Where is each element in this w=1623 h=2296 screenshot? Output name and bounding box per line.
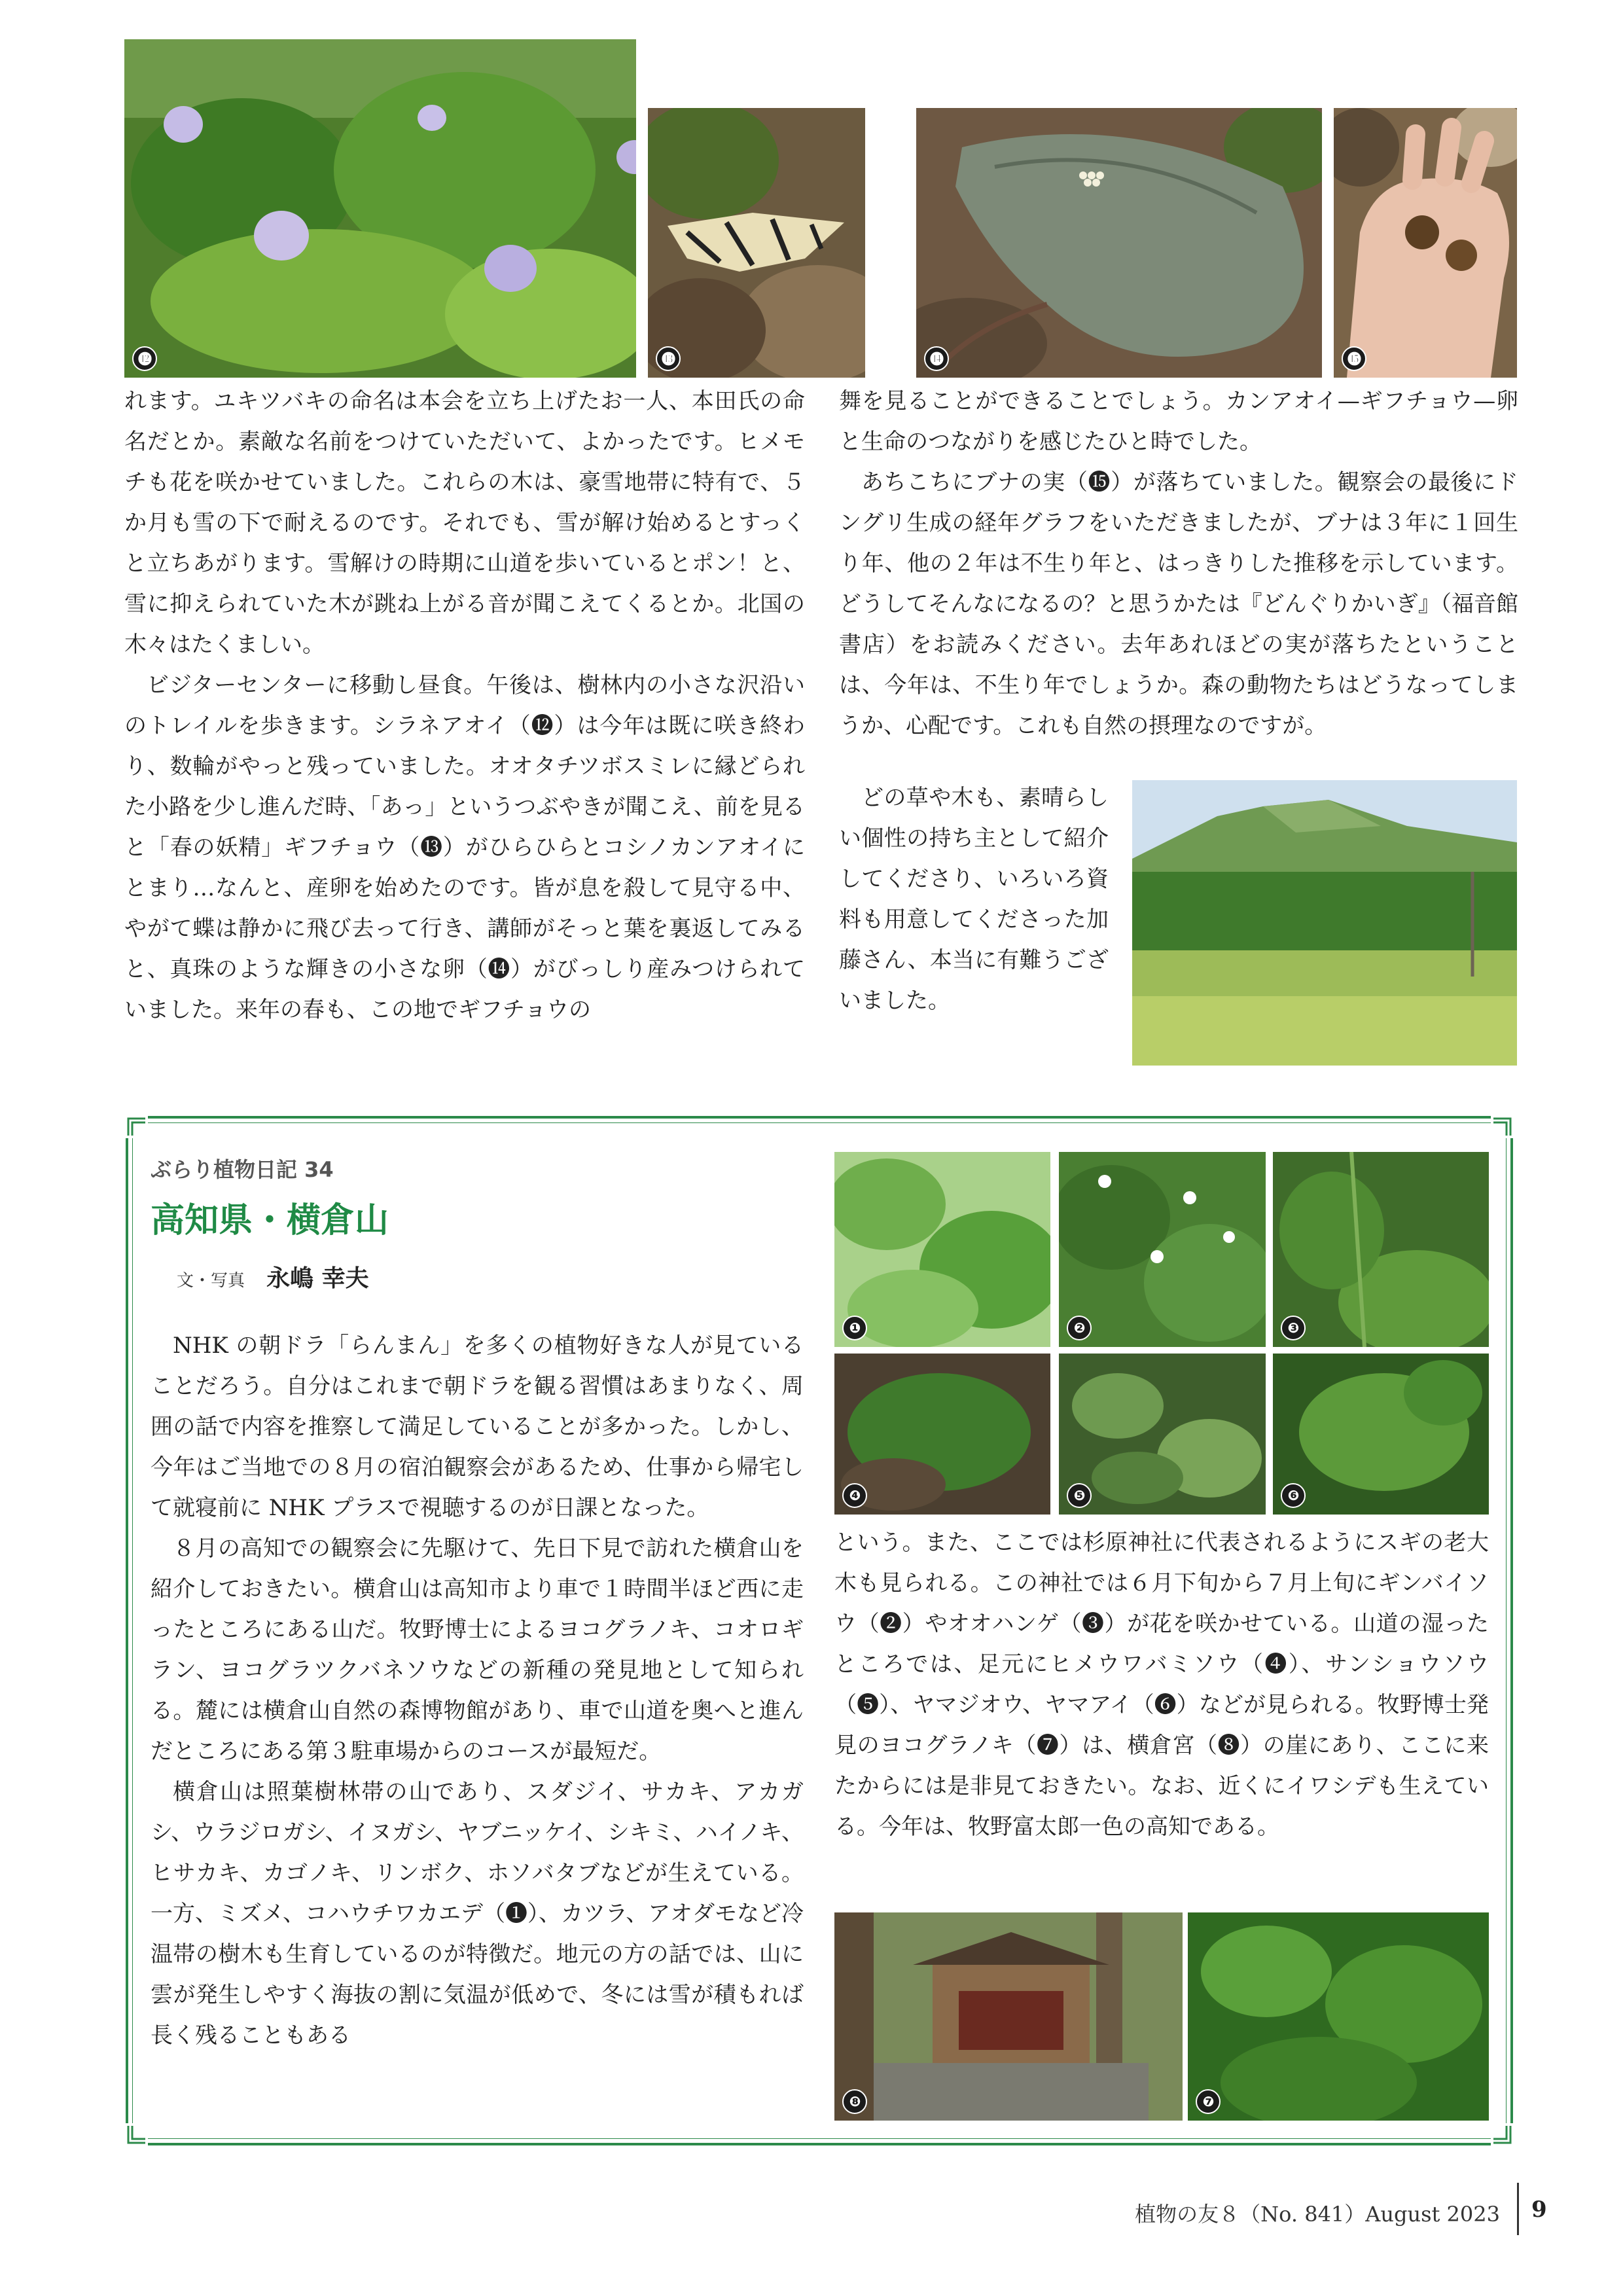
box-photo-4 <box>834 1354 1050 1515</box>
photo-kanaoi-eggs <box>916 108 1322 378</box>
paragraph: ビジターセンターに移動し昼食。午後は、樹林内の小さな沢沿いのトレイルを歩きます。シラネアオイ（⓬）は今年は既に咲き終わり、数輪がやっと残っていました。オオタチツボスミレに縁どられた小路を少し進んだ時、「あっ」というつぶやきが聞こえ、前を見ると「春の妖精」ギフチョウ（⓭）がひらひらとコシノカンアオイにとまり…なんと、産卵を始めたのです。皆が息を殺して見守る中、やがて蝶は静かに飛び去って行き、講師がそっと葉を裏返してみると、真珠のような輝きの小さな卵（⓮）がびっしり産みつけられていました。来年の春も、この地でギフチョウの <box>124 672 805 1023</box>
box-left-column <box>151 1325 804 2056</box>
article-title: 高知県・横倉山 <box>151 1201 389 1240</box>
photo-shiraneaoi <box>124 39 636 378</box>
photo-number-badge: ⓮ <box>924 346 949 371</box>
series-label: ぶらり植物日記 34 <box>151 1157 334 1182</box>
photo-mountain-meadow <box>1132 780 1517 1066</box>
paragraph: れます。ユキツバキの命名は本会を立ち上げたお一人、本田氏の命名だとか。素敵な名前をつけていただいて、よかったです。ヒメモチも花を咲かせていました。これらの木は、豪雪地帯に特有で、５か月も雪の下で耐えるのです。それでも、雪が解け始めるとすっくと立ちあがります。雪解けの時期に山道を歩いているとポン！と、雪に抑えられていた木が跳ね上がる音が聞こえてくるとか。北国の木々はたくましい。 <box>124 388 805 658</box>
box-photo-3 <box>1273 1152 1489 1347</box>
paragraph: NHK の朝ドラ「らんまん」を多くの植物好きな人が見ていることだろう。自分はこれまで朝ドラを観る習慣はあまりなく、周囲の話で内容を推察して満足していることが多かった。しかし、今年はご当地での８月の宿泊観察会があるため、仕事から帰宅して就寝前に NHK プラスで視聴するのが日課となった。 <box>151 1333 804 1521</box>
page-number: 9 <box>1531 2197 1547 2223</box>
photo-number-badge: ⓭ <box>656 346 681 371</box>
box-photo-1 <box>834 1152 1050 1347</box>
photo-number-badge: ❺ <box>1067 1483 1092 1508</box>
photo-number-badge: ⓬ <box>132 346 157 371</box>
paragraph: どの草や木も、素晴らしい個性の持ち主として紹介してくださり、いろいろ資料も用意してくださった加藤さん、本当に有難うございました。 <box>839 785 1109 1014</box>
photo-number-badge: ❶ <box>842 1316 867 1340</box>
footer-separator <box>1517 2183 1519 2235</box>
photo-number-badge: ❸ <box>1281 1316 1306 1340</box>
photo-buna-seeds <box>1334 108 1517 378</box>
box-photo-6 <box>1273 1354 1489 1515</box>
photo-number-badge: ❷ <box>1067 1316 1092 1340</box>
box-photo-2 <box>1059 1152 1266 1347</box>
credit-label: 文・写真 <box>177 1271 245 1291</box>
paragraph: 横倉山は照葉樹林帯の山であり、スダジイ、サカキ、アカガシ、ウラジロガシ、イヌガシ、ヤブニッケイ、シキミ、ハイノキ、ヒサカキ、カゴノキ、リンボク、ホソバタブなどが生えている。一方、ミズメ、コハウチワカエデ（❶）、カツラ、アオダモなど冷温帯の樹木も生育しているのが特徴だ。地元の方の話では、山に雲が発生しやすく海抜の割に気温が低めで、冬には雪が積もれば長く残ることもある <box>151 1779 804 2049</box>
frame-corner-ornament <box>126 1116 148 1138</box>
paragraph: ８月の高知での観察会に先駆けて、先日下見で訪れた横倉山を紹介しておきたい。横倉山は高知市より車で１時間半ほど西に走ったところにある山だ。牧野博士によるヨコグラノキ、コオロギラン、ヨコグラツクバネソウなどの新種の発見地として知られる。麓には横倉山自然の森博物館があり、車で山道を奥へと進んだところにある第３駐車場からのコースが最短だ。 <box>151 1535 804 1765</box>
paragraph: 舞を見ることができることでしょう。カンアオイ—ギフチョウ—卵と生命のつながりを感じたひと時でした。 <box>839 388 1518 455</box>
photo-number-badge: ❼ <box>1196 2089 1221 2114</box>
top-right-column <box>839 381 1518 746</box>
paragraph: あちこちにブナの実（⓯）が落ちていました。観察会の最後にドングリ生成の経年グラフをいただきましたが、ブナは３年に１回生り年、他の２年は不生り年と、はっきりした推移を示しています。どうしてそんなになるの？と思うかたは『どんぐりかいぎ』（福音館書店）をお読みください。去年あれほどの実が落ちたということは、今年は、不生り年でしょうか。森の動物たちはどうなってしまうか、心配です。これも自然の摂理なのですが。 <box>839 469 1518 739</box>
top-right-short-column <box>839 778 1109 1021</box>
byline <box>177 1260 369 1293</box>
frame-corner-ornament <box>1491 2123 1513 2145</box>
photo-gifuchou <box>648 108 865 378</box>
frame-corner-ornament <box>126 2123 148 2145</box>
box-photo-shrine <box>834 1912 1183 2121</box>
box-photo-yokogura <box>1188 1912 1489 2121</box>
paragraph: という。また、ここでは杉原神社に代表されるようにスギの老大木も見られる。この神社では６月下旬から７月上旬にギンバイソウ（❷）やオオハンゲ（❸）が花を咲かせている。山道の湿ったところでは、足元にヒメウワバミソウ（❹）、サンショウソウ（❺）、ヤマジオウ、ヤマアイ（❻）などが見られる。牧野博士発見のヨコグラノキ（❼）は、横倉宮（❽）の崖にあり、ここに来たからには是非見ておきたい。なお、近くにイワシデも生えている。今年は、牧野富太郎一色の高知である。 <box>834 1530 1489 1840</box>
photo-number-badge: ⓯ <box>1342 346 1366 371</box>
photo-number-badge: ❽ <box>842 2089 867 2114</box>
top-left-column <box>124 381 805 1030</box>
box-photo-5 <box>1059 1354 1266 1515</box>
frame-corner-ornament <box>1491 1116 1513 1138</box>
photo-number-badge: ❹ <box>842 1483 867 1508</box>
photo-number-badge: ❻ <box>1281 1483 1306 1508</box>
box-right-column <box>834 1522 1489 1847</box>
author-name: 永嶋 幸夫 <box>266 1265 369 1292</box>
footer-issue: 植物の友８（No. 841）August 2023 <box>1135 2202 1500 2227</box>
